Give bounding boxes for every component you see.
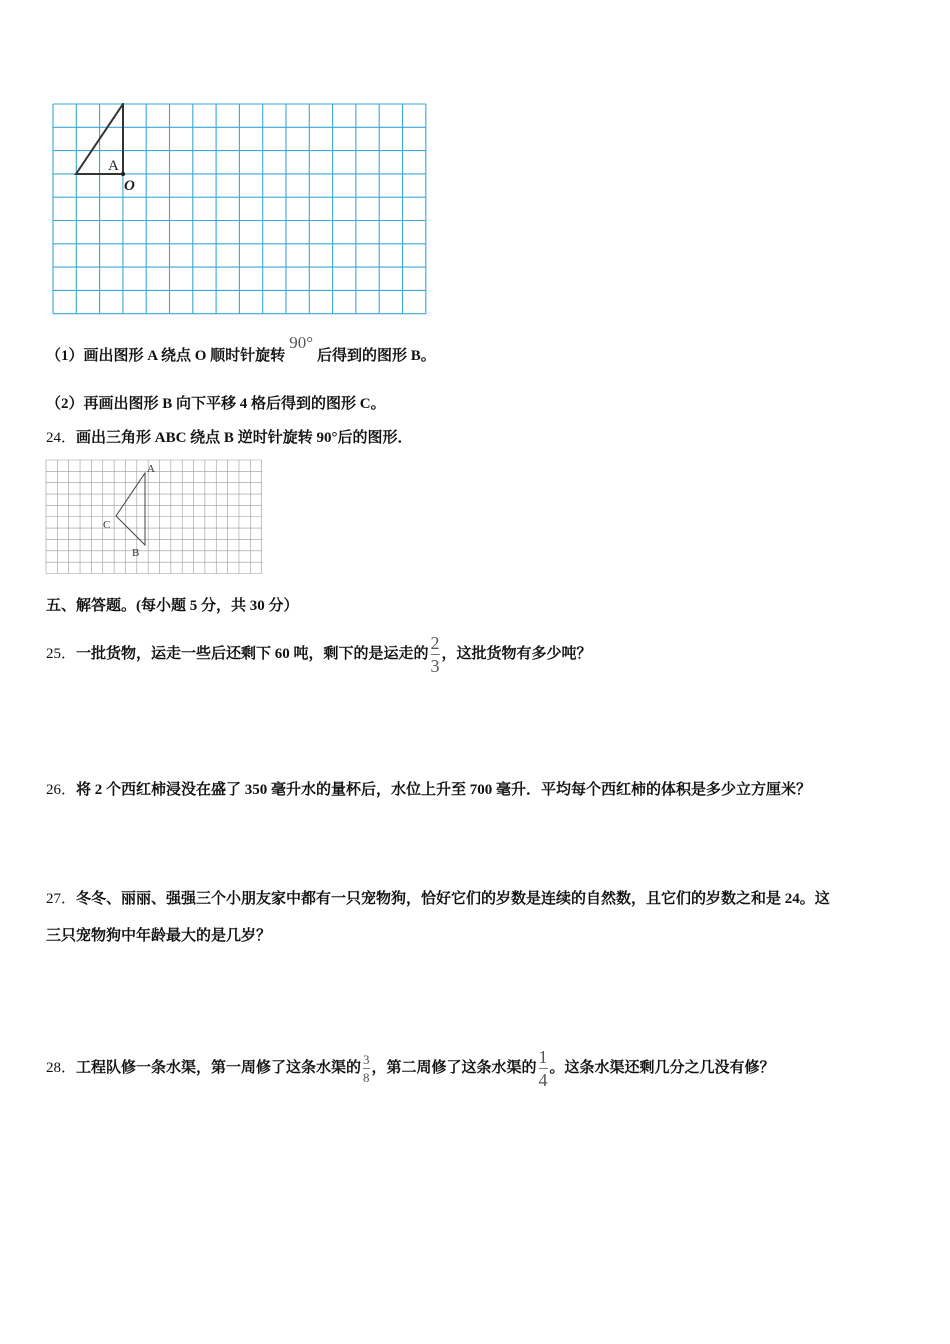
q28-frac1-bar (363, 1068, 370, 1069)
q28-frac2-bar (539, 1068, 548, 1069)
label-o: O (124, 178, 135, 194)
angle-90: 90° (289, 333, 313, 352)
q27-line2: 三只宠物狗中年龄最大的是几岁？ (46, 928, 272, 944)
triangle-abc (116, 473, 145, 545)
q25-frac-num: 2 (430, 633, 440, 654)
q24-text (46, 428, 412, 448)
label-c-small: C (103, 519, 111, 531)
label-a-small: A (147, 463, 155, 475)
fraction-3-8 (363, 1053, 370, 1084)
blue-grid (53, 104, 426, 314)
triangle-abc-grid-figure (45, 459, 263, 577)
q23-part1-suffix: 后得到的图形 B。 (317, 348, 436, 364)
fraction-2-3 (431, 634, 440, 675)
q28-text-3: 。这条水渠还剩几分之几没有修？ (549, 1060, 775, 1076)
q24-body: 画出三角形 ABC 绕点 B 逆时针旋转 90°后的图形． (76, 430, 413, 446)
q23-part2: （2）再画出图形 B 向下平移 4 格后得到的图形 C。 (46, 396, 386, 412)
point-o (121, 172, 125, 176)
section-5-title: 五、解答题。(每小题 5 分，共 30 分） (46, 598, 299, 614)
q27-number: 27． (46, 891, 77, 907)
q28-frac1-den: 8 (363, 1070, 370, 1086)
rotation-grid-figure (50, 103, 430, 318)
q27-body-1: 冬冬、丽丽、强强三个小朋友家中都有一只宠物狗，恰好它们的岁数是连续的自然数，且它们的岁数之和是 24。这 (76, 891, 830, 907)
q25-before: 一批货物，运走一些后还剩下 60 吨，剩下的是运走的 (76, 646, 429, 662)
q25-number: 25． (46, 646, 77, 662)
gray-grid (46, 460, 262, 574)
q26-body: 将 2 个西红柿浸没在盛了 350 毫升水的量杯后，水位上升至 700 毫升．平均每个西红柿的体积是多少立方厘米？ (76, 782, 812, 798)
q25-frac-bar (431, 654, 440, 655)
label-a: A (108, 158, 119, 174)
q25-frac-den: 3 (430, 656, 440, 677)
q28-text-2: ，第二周修了这条水渠的 (371, 1060, 537, 1076)
q28-frac1-num: 3 (363, 1052, 370, 1068)
label-b-small: B (132, 547, 140, 559)
fraction-1-4 (539, 1048, 548, 1089)
q23-part1-prefix: （1）画出图形 A 绕点 O 顺时针旋转 (46, 348, 286, 364)
q27-line1 (46, 889, 830, 909)
q25-after: ，这批货物有多少吨？ (441, 646, 592, 662)
q28-number: 28． (46, 1060, 77, 1076)
q28-frac2-num: 1 (538, 1047, 548, 1068)
q26-number: 26． (46, 782, 77, 798)
q28-text (46, 1038, 775, 1098)
q24-number: 24． (46, 430, 77, 446)
q28-frac2-den: 4 (538, 1070, 548, 1091)
q25-text (46, 624, 592, 684)
q26-text (46, 780, 811, 800)
q28-text-1: 工程队修一条水渠，第一周修了这条水渠的 (76, 1060, 362, 1076)
q23-part1 (46, 333, 436, 366)
